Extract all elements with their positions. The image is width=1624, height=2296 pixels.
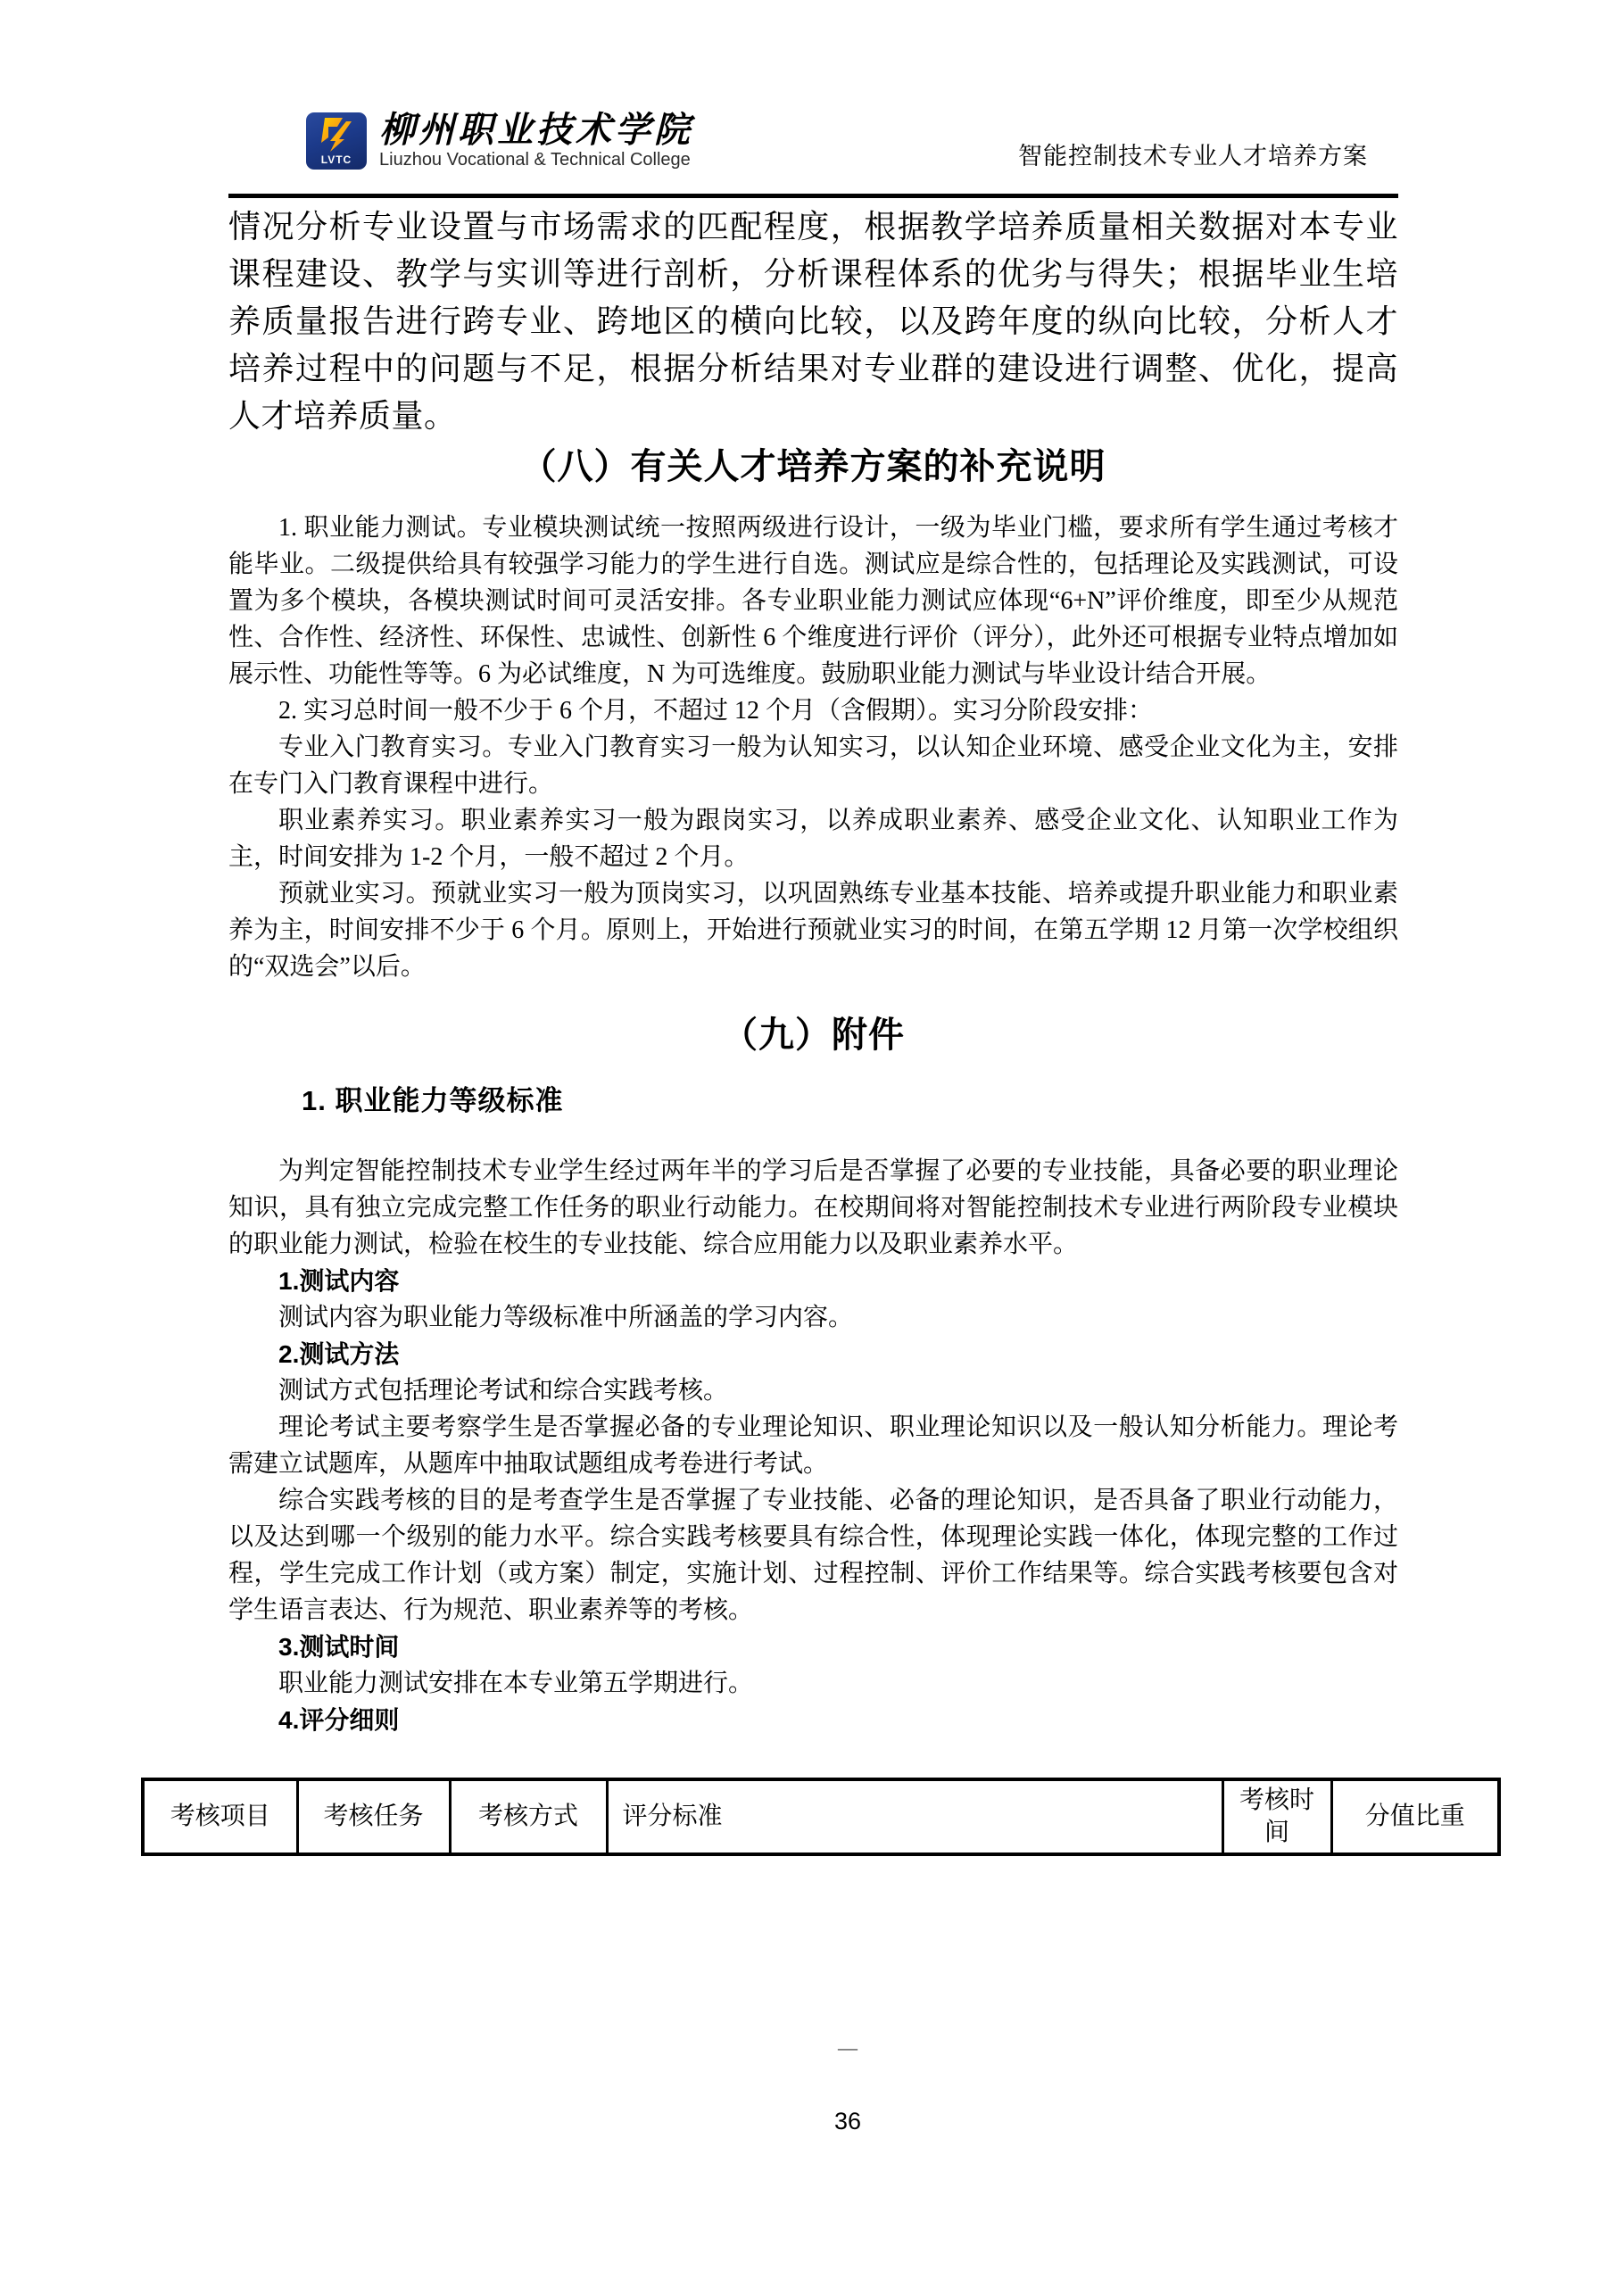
continued-paragraph: 情况分析专业设置与市场需求的匹配程度，根据教学培养质量相关数据对本专业课程建设、教学与实训等进行剖析，分析课程体系的优劣与得失；根据毕业生培养质量报告进行跨专业、跨地区的横向比较，以及跨年度的纵向比较，分析人才培养过程中的问题与不足，根据分析结果对专业群的建设进行调整、优化，提高人才培养质量。	[228, 209, 1398, 434]
col-header-exam-task: 考核任务	[297, 1779, 450, 1854]
item-title-scoring-rules: 4.评分细则	[278, 1706, 400, 1734]
col-header-scoring-standard: 评分标准	[607, 1779, 1222, 1854]
lvtc-lightning-icon	[316, 116, 357, 153]
scoring-table	[141, 1778, 1501, 1856]
table-header-row	[143, 1779, 1499, 1854]
college-names	[379, 109, 693, 170]
lvtc-logo-abbr: LVTC	[320, 153, 352, 166]
item-title-test-content: 1.测试内容	[278, 1267, 400, 1295]
paragraph: 2. 实习总时间一般不少于 6 个月，不超过 12 个月（含假期）。实习分阶段安排：	[278, 697, 1154, 725]
paragraph: 预就业实习。预就业实习一般为顶岗实习，以巩固熟练专业基本技能、培养或提升职业能力和职业素养为主，时间安排不少于 6 个月。原则上，开始进行预就业实习的时间，在第五学期 12 月第一次学校组织的“双选会”以后。	[228, 880, 1398, 981]
item-title-test-time: 3.测试时间	[278, 1633, 400, 1661]
header-divider	[228, 194, 1398, 198]
page-number: 36	[833, 2108, 862, 2134]
document-body	[170, 203, 1465, 1856]
document-title: 智能控制技术专业人才培养方案	[1018, 143, 1368, 170]
paragraph: 专业入门教育实习。专业入门教育实习一般为认知实习，以认知企业环境、感受企业文化为主，安排在专门入门教育课程中进行。	[228, 734, 1398, 798]
paragraph: 职业能力测试安排在本专业第五学期进行。	[278, 1670, 754, 1697]
col-header-exam-method: 考核方式	[450, 1779, 607, 1854]
paragraph: 职业素养实习。职业素养实习一般为跟岗实习，以养成职业素养、感受企业文化、认知职业工作为主，时间安排为 1-2 个月，一般不超过 2 个月。	[228, 807, 1398, 871]
col-header-score-weight: 分值比重	[1331, 1779, 1499, 1854]
college-name-en: Liuzhou Vocational & Technical College	[379, 150, 691, 170]
subsection-1-title: 1. 职业能力等级标准	[302, 1085, 564, 1116]
item-title-test-method: 2.测试方法	[278, 1340, 400, 1368]
footer-dash: —	[838, 2036, 858, 2059]
paragraph: 1. 职业能力测试。专业模块测试统一按照两级进行设计，一级为毕业门槛，要求所有学生通过考核才能毕业。二级提供给具有较强学习能力的学生进行自选。测试应是综合性的，包括理论及实践测试，可设置为多个模块，各模块测试时间可灵活安排。各专业职业能力测试应体现“6+N”评价维度，即至少从规范性、合作性、经济性、环保性、忠诚性、创新性 6 个维度进行评价（评分），此外还可根据专业特点增加如展示性、功能性等等。6 为必试维度，N 为可选维度。鼓励职业能力测试与毕业设计结合开展。	[228, 514, 1398, 688]
paragraph: 为判定智能控制技术专业学生经过两年半的学习后是否掌握了必要的专业技能，具备必要的职业理论知识，具有独立完成完整工作任务的职业行动能力。在校期间将对智能控制技术专业进行两阶段专业模块的职业能力测试，检验在校生的专业技能、综合应用能力以及职业素养水平。	[228, 1157, 1398, 1258]
paragraph: 测试方式包括理论考试和综合实践考核。	[278, 1377, 729, 1405]
col-header-exam-time: 考核时间	[1222, 1779, 1331, 1854]
section-8-heading: （八）有关人才培养方案的补充说明	[520, 447, 1106, 486]
paragraph: 综合实践考核的目的是考查学生是否掌握了专业技能、必备的理论知识，是否具备了职业行动能力，以及达到哪一个级别的能力水平。综合实践考核要具有综合性，体现理论实践一体化，体现完整的工作过程，学生完成工作计划（或方案）制定，实施计划、过程控制、评价工作结果等。综合实践考核要包含对学生语言表达、行为规范、职业素养等的考核。	[228, 1487, 1398, 1624]
lvtc-logo	[306, 112, 367, 170]
section-9-heading: （九）附件	[722, 1015, 905, 1055]
paragraph: 测试内容为职业能力等级标准中所涵盖的学习内容。	[278, 1304, 854, 1331]
col-header-exam-item: 考核项目	[143, 1779, 297, 1854]
paragraph: 理论考试主要考察学生是否掌握必备的专业理论知识、职业理论知识以及一般认知分析能力。理论考需建立试题库，从题库中抽取试题组成考卷进行考试。	[228, 1413, 1398, 1478]
page-header	[0, 0, 1624, 198]
college-name-cn: 柳州职业技术学院	[379, 109, 693, 151]
